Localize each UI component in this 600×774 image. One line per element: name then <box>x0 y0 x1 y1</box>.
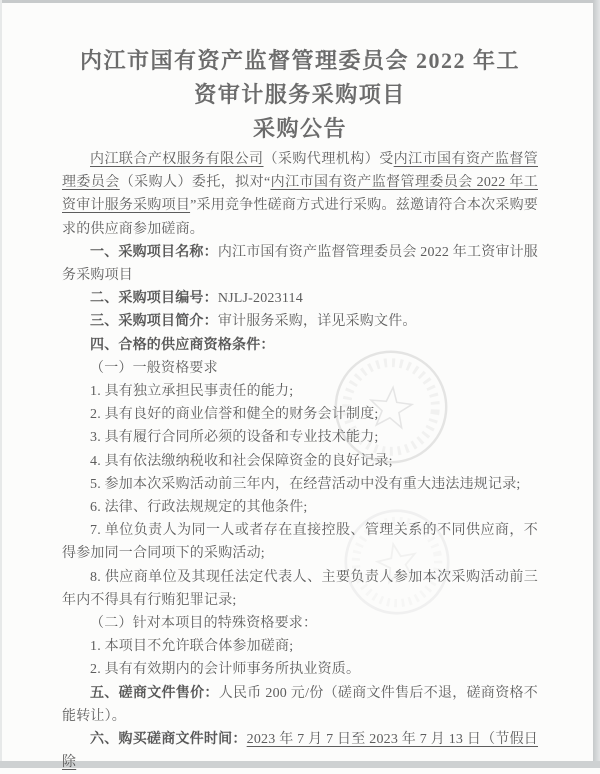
scan-edge-right <box>593 0 600 768</box>
text-run: 8. 供应商单位及其现任法定代表人、主要负责人参加本次采购活动前三年内不得具有行贿犯罪记录; <box>62 569 538 608</box>
scan-edge-top <box>0 0 600 3</box>
text-run: 2. 具有良好的商业信誉和健全的财务会计制度; <box>90 407 379 423</box>
section-label: 二、采购项目编号： <box>90 291 218 307</box>
text-run: 3. 具有履行合同所必须的设备和专业技术能力; <box>90 430 379 446</box>
general-requirement-7 <box>62 519 538 565</box>
text-run: 审计服务采购，详见采购文件。 <box>217 314 417 330</box>
scan-edge-left <box>0 0 2 768</box>
text-run: ”采用竞争性磋商方式进行采购。兹邀请符合本次采购要求的供应商参加磋商。 <box>62 198 538 237</box>
text-run: 6. 法律、行政法规规定的其他条件; <box>90 500 308 516</box>
text-run: 2. 具有有效期内的会计师事务所执业资质。 <box>90 662 361 678</box>
text-run: 1. 本项目不允许联合体参加磋商; <box>90 639 294 655</box>
text-run: 7. 单位负责人为同一人或者存在直接控股、管理关系的不同供应商，不得参加同一合同项下的采购活动; <box>62 523 538 562</box>
section-1-project-name <box>62 241 538 287</box>
section-label: 四、合格的供应商资格条件： <box>90 337 275 353</box>
underlined-text: 2023 年 7 月 7 日至 2023 年 7 月 13 日（节假日除 <box>62 732 539 771</box>
text-run: （采购人）委托，拟对“ <box>119 175 271 191</box>
text-run: 4. 具有依法缴纳税收和社会保障资金的良好记录; <box>90 453 393 469</box>
section-3-project-overview <box>62 310 538 333</box>
general-requirement-3 <box>62 426 538 449</box>
general-requirement-5 <box>62 473 538 496</box>
page-title-line-1: 内江市国有资产监督管理委员会 2022 年工 <box>79 48 520 73</box>
underlined-text: 内江市国有资产监督管理委员会 2022 年工资审计服务采购项目 <box>62 175 538 214</box>
general-requirement-2 <box>62 403 538 426</box>
text-run: 1. 具有独立承担民事责任的能力; <box>90 384 294 400</box>
page-title-line-2: 资审计服务采购项目 <box>194 82 406 107</box>
section-6-purchase-time <box>62 728 538 774</box>
text-run: 5. 参加本次采购活动前三年内，在经营活动中没有重大违法违规记录; <box>90 476 521 492</box>
text-run: （一）一般资格要求 <box>90 360 218 376</box>
section-2-project-number <box>62 287 538 310</box>
section-label: 三、采购项目简介： <box>90 314 218 330</box>
text-run: （二）针对本项目的特殊资格要求： <box>90 616 318 632</box>
section-label: 五、磋商文件售价： <box>90 685 219 701</box>
document-body <box>62 148 538 774</box>
underlined-text: 内江市国有资产监督管理委员会 <box>62 152 538 191</box>
text-run: 人民币 200 元/份（磋商文件售后不退，磋商资格不能转让）。 <box>62 685 538 724</box>
text-run: 内江市国有资产监督管理委员会 2022 年工资审计服务采购项目 <box>62 244 539 284</box>
text-run: NJLJ-2023114 <box>217 291 303 307</box>
general-requirement-6 <box>62 496 538 519</box>
general-requirement-1 <box>62 380 538 403</box>
document-page <box>62 44 538 774</box>
section-5-document-price <box>62 682 538 728</box>
special-requirements-heading <box>62 612 538 635</box>
general-requirement-8 <box>62 566 538 612</box>
section-label: 一、采购项目名称： <box>90 244 218 260</box>
intro-paragraph <box>62 148 538 241</box>
page-subtitle: 采购公告 <box>252 116 347 141</box>
underlined-text: 内江联合产权服务有限公司 <box>90 152 264 167</box>
text-run: （采购代理机构）受 <box>263 152 394 167</box>
special-requirement-1 <box>62 635 538 658</box>
special-requirement-2 <box>62 658 538 681</box>
section-4-qualification-requirements <box>62 334 538 357</box>
general-requirement-4 <box>62 450 538 473</box>
general-requirements-heading <box>62 357 538 380</box>
section-label: 六、购买磋商文件时间： <box>90 732 247 748</box>
